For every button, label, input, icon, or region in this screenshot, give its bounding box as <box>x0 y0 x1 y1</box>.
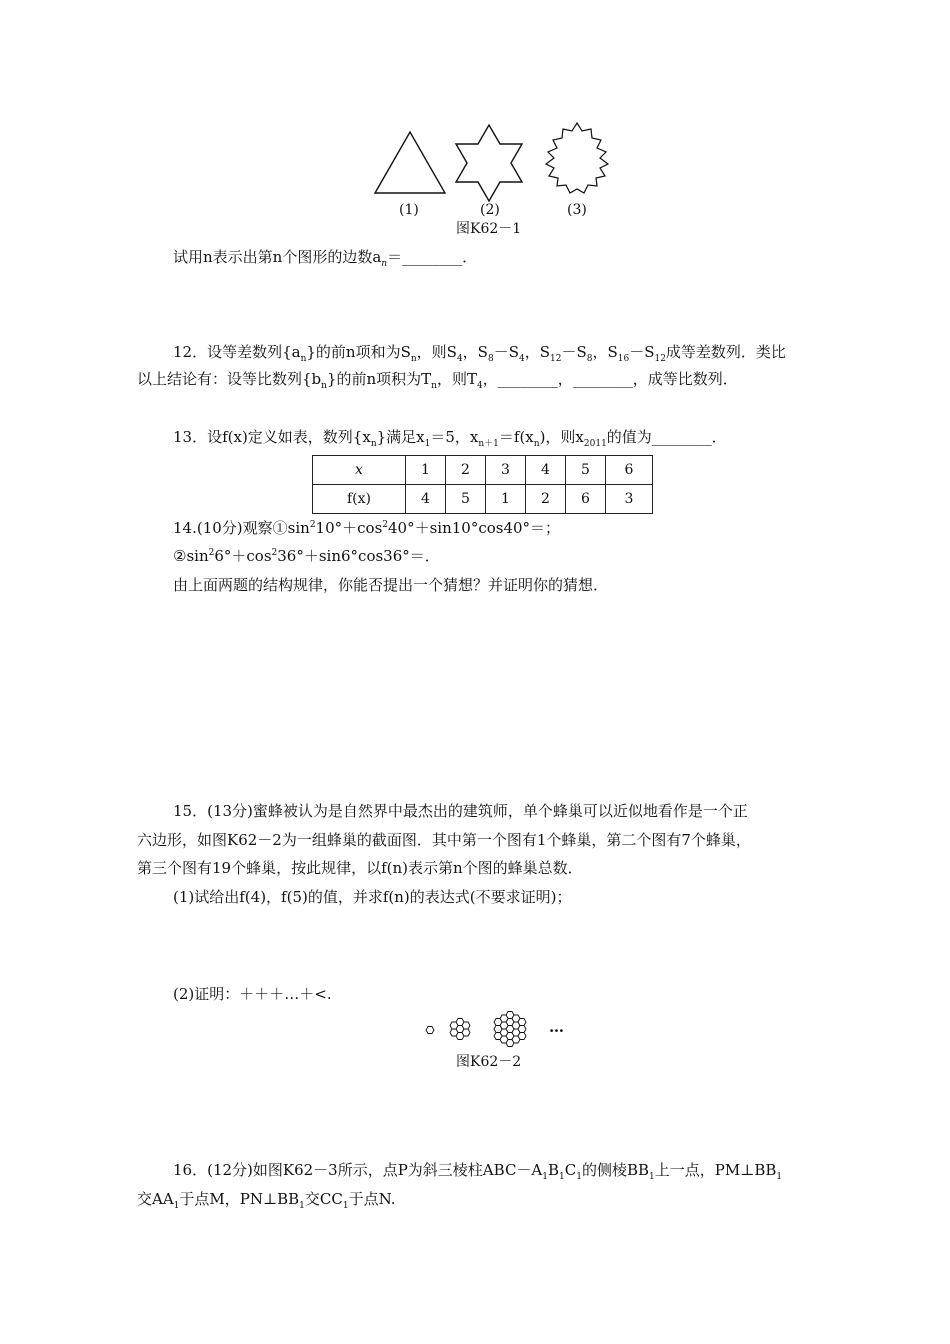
q15-line-3: 第三个图有19个蜂巢，按此规律，以f(n)表示第n个图的蜂巢总数． <box>137 859 583 877</box>
table-cell: 1 <box>486 485 526 514</box>
table-cell: 1 <box>406 456 446 485</box>
honeycomb-19 <box>494 1012 526 1047</box>
triangle-shape <box>375 132 445 193</box>
table-cell: 6 <box>566 485 606 514</box>
table-cell: 3 <box>486 456 526 485</box>
table-head-x: x <box>313 456 406 485</box>
q15-line-2: 六边形，如图K62－2为一组蜂巢的截面图．其中第一个图有1个蜂巢，第二个图有7个蜂巢， <box>137 831 751 849</box>
table-cell: 2 <box>526 485 566 514</box>
honeycomb-7 <box>450 1019 470 1040</box>
fig1-label-3: (3) <box>567 202 587 218</box>
table-row <box>313 485 653 514</box>
honeycomb-1 <box>426 1027 434 1034</box>
table-head-fx: f(x) <box>313 485 406 514</box>
table-cell: 3 <box>606 485 653 514</box>
q14-line-1: 14.(10分)观察$①\sin^210^\circ+\cos^240^\circ+\sin 10^\circ\cos 40^\circ=$； <box>173 519 561 537</box>
table-row <box>313 456 653 485</box>
q15-part-2: (2)证明：＋＋＋…＋<. <box>173 985 332 1003</box>
fig2-ellipsis: … <box>549 1018 564 1036</box>
fig1-caption: 图K62－1 <box>456 221 522 237</box>
q14-line-2: $②\sin^26^\circ+\cos^236^\circ+\sin 6^\circ\cos 36^\circ=$． <box>173 547 440 565</box>
table-cell: 2 <box>446 456 486 485</box>
function-table <box>312 455 653 514</box>
fig1-label-1: (1) <box>399 202 419 218</box>
q11-text: 试用n表示出第n个图形的边数$a_n=\_\_\_\_\_\_\_\_$． <box>173 248 478 269</box>
q16-line-2: 交$AA_1$于点M，$PN\perp BB_1$交$CC_1$于点N. <box>137 1190 396 1211</box>
table-cell: 4 <box>406 485 446 514</box>
table-cell: 4 <box>526 456 566 485</box>
q12-line-2: 以上结论有：设等比数列$\{b_n\}$的前n项积为$T_n$，则$T_4$，________，________，成等比数列． <box>137 370 738 391</box>
table-cell: 5 <box>566 456 606 485</box>
star-shape <box>456 125 522 201</box>
table-cell: 5 <box>446 485 486 514</box>
q14-line-3: 由上面两题的结构规律，你能否提出一个猜想？并证明你的猜想． <box>173 576 609 594</box>
q12-line-1: 12．设等差数列$\{a_n\}$的前n项和为$S_n$，则$S_4$，$S_8-S_4$，$S_{12}-S_8$，$S_{16}-S_{12}$成等差数列．类比 <box>173 343 786 364</box>
fig1-label-2: (2) <box>480 202 500 218</box>
koch-snowflake-shape <box>546 123 608 193</box>
q15-line-1: 15．(13分)蜜蜂被认为是自然界中最杰出的建筑师，单个蜂巢可以近似地看作是一个正 <box>173 802 748 820</box>
q16-line-1: 16．(12分)如图K62－3所示，点P为斜三棱柱$ABC-A_1B_1C_1$的侧棱$BB_1$上一点，$PM\perp BB_1$ <box>173 1161 783 1182</box>
table-cell: 6 <box>606 456 653 485</box>
fig2-caption: 图K62－2 <box>456 1054 522 1070</box>
q15-part-1: (1)试给出f(4)，f(5)的值，并求f(n)的表达式(不要求证明)； <box>173 888 572 906</box>
q13-text: 13．设f(x)定义如表，数列$\{x_n\}$满足$x_1=5$，$x_{n+1}=f(x_n)$，则$x_{2011}$的值为________． <box>173 428 727 449</box>
